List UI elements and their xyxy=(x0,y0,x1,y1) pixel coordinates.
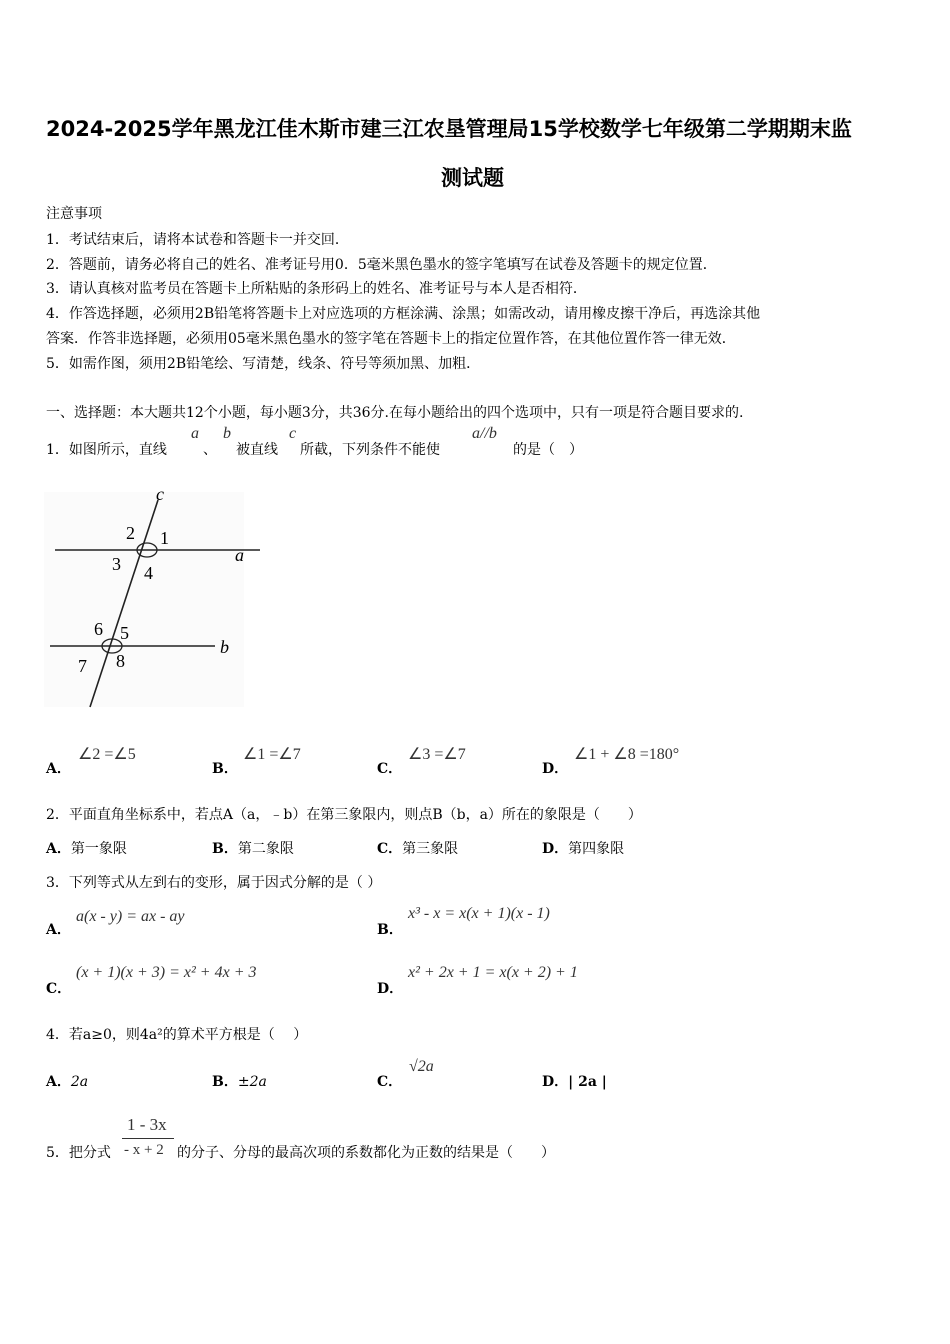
q2-option-c-label: C． xyxy=(377,841,403,857)
angle-label-6: 6 xyxy=(94,619,103,639)
q2-option-a-text: 第一象限 xyxy=(70,841,127,857)
section-heading: 一、选择题：本大题共12个小题，每小题3分，共36分.在每小题给出的四个选项中，只有一项是符合题目要求的. xyxy=(46,405,744,421)
q1-var-c: c xyxy=(289,425,297,442)
label-a: a xyxy=(235,545,244,565)
q2-option-c-text: 第三象限 xyxy=(402,841,459,857)
note-item: 答案．作答非选择题，必须用05毫米黑色墨水的签字笔在答题卡上的指定位置作答，在其他位置作答一律无效． xyxy=(46,331,736,347)
page-title: 2024-2025学年黑龙江佳木斯市建三江农垦管理局15学校数学七年级第二学期期末监 xyxy=(46,117,852,141)
q5-numerator: 1 - 3x xyxy=(127,1115,167,1134)
q3-stem: 3．下列等式从左到右的变形，属于因式分解的是（ ） xyxy=(46,875,382,891)
q2-option-b-label: B． xyxy=(212,841,238,857)
q3-option-d: x² + 2x + 1 = x(x + 2) + 1 xyxy=(408,964,578,981)
note-item: 1．考试结束后，请将本试卷和答题卡一并交回． xyxy=(46,232,349,248)
q1-option-c: ∠3 =∠7 xyxy=(408,746,466,763)
label-b: b xyxy=(220,637,229,657)
angle-label-3: 3 xyxy=(112,554,121,574)
q2-option-b-text: 第二象限 xyxy=(237,841,294,857)
q3-option-c: (x + 1)(x + 3) = x² + 4x + 3 xyxy=(76,964,257,981)
angle-label-7: 7 xyxy=(78,656,87,676)
q5-denominator: - x + 2 xyxy=(124,1142,164,1158)
q5-fraction-bar xyxy=(122,1138,174,1139)
q4-option-b xyxy=(212,1071,267,1091)
label-c: c xyxy=(156,484,164,504)
q4-option-a xyxy=(46,1071,88,1091)
q2-option-b xyxy=(212,838,294,858)
q4-option-b-label: B． xyxy=(212,1074,238,1090)
q1-text-2: 被直线 xyxy=(236,442,278,458)
angle-label-1: 1 xyxy=(160,528,169,548)
q2-option-a xyxy=(46,838,127,858)
q1-option-d-label: D． xyxy=(542,761,569,777)
q1-option-c-label: C． xyxy=(377,761,403,777)
q1-sep: 、 xyxy=(203,442,217,458)
q1-figure xyxy=(40,482,260,717)
q3-option-b: x³ - x = x(x + 1)(x - 1) xyxy=(408,905,550,922)
q3-option-a-label: A． xyxy=(46,922,71,938)
q3-option-c-label: C． xyxy=(46,981,72,997)
q2-option-c xyxy=(377,838,458,858)
q1-text-4: 的是（ ） xyxy=(513,442,583,458)
q1-text-3: 所截，下列条件不能使 xyxy=(300,442,440,458)
q5-stem xyxy=(46,1142,111,1162)
notes-heading: 注意事项 xyxy=(46,206,102,222)
q4-option-c-label: C． xyxy=(377,1074,403,1090)
q2-option-d-text: 第四象限 xyxy=(568,841,625,857)
q4-option-b-text: ±2a xyxy=(237,1074,267,1090)
angle-label-2: 2 xyxy=(126,523,135,543)
q1-stem xyxy=(46,439,167,459)
q4-option-d-label: D． xyxy=(542,1074,569,1090)
note-item: 3．请认真核对监考员在答题卡上所粘贴的条形码上的姓名、准考证号与本人是否相符． xyxy=(46,281,587,297)
q3-option-b-label: B． xyxy=(377,922,403,938)
q4-stem: 4．若a≥0，则4a²的算术平方根是（ ） xyxy=(46,1027,308,1043)
q1-var-b: b xyxy=(223,425,231,442)
q1-text-1: 如图所示，直线 xyxy=(68,442,167,458)
q1-option-a-label: A． xyxy=(46,761,71,777)
q2-option-a-label: A． xyxy=(46,841,71,857)
note-item: 5．如需作图，须用2B铅笔绘、写清楚，线条、符号等须加黑、加粗． xyxy=(46,356,481,372)
q4-option-d xyxy=(542,1071,607,1091)
q2-option-d-label: D． xyxy=(542,841,569,857)
q5-text-2: 的分子、分母的最高次项的系数都化为正数的结果是（ ） xyxy=(177,1145,555,1161)
page-title-line2: 测试题 xyxy=(441,166,504,190)
note-item: 4．作答选择题，必须用2B铅笔将答题卡上对应选项的方框涂满、涂黑；如需改动，请用橡皮擦干净后，再选涂其他 xyxy=(46,306,761,322)
figure-background xyxy=(44,492,244,707)
q5-text-1: 把分式 xyxy=(68,1145,111,1161)
angle-label-5: 5 xyxy=(120,623,129,643)
q1-option-d: ∠1 + ∠8 =180° xyxy=(574,746,680,763)
q1-option-a: ∠2 =∠5 xyxy=(78,746,136,763)
q1-option-b: ∠1 =∠7 xyxy=(243,746,301,763)
q4-option-a-label: A． xyxy=(46,1074,71,1090)
q1-number: 1． xyxy=(46,442,69,458)
q1-var-a: a xyxy=(191,425,199,442)
q4-option-d-text: | 2a | xyxy=(568,1074,607,1090)
q3-option-a: a(x - y) = ax - ay xyxy=(76,908,185,925)
q4-option-a-text: 2a xyxy=(70,1074,89,1090)
q2-option-d xyxy=(542,838,624,858)
q1-option-b-label: B． xyxy=(212,761,238,777)
note-item: 2．答题前，请务必将自己的姓名、准考证号用0．5毫米黑色墨水的签字笔填写在试卷及答题卡的规定位置． xyxy=(46,257,717,273)
q4-option-c: √2a xyxy=(409,1058,434,1075)
angle-label-4: 4 xyxy=(144,563,153,583)
q1-condition: a//b xyxy=(472,425,497,442)
q3-option-d-label: D． xyxy=(377,981,404,997)
q5-number: 5． xyxy=(46,1145,69,1161)
angle-label-8: 8 xyxy=(116,651,125,671)
q2-stem: 2．平面直角坐标系中，若点A（a，﹣b）在第三象限内，则点B（b，a）所在的象限是（ ） xyxy=(46,807,642,823)
